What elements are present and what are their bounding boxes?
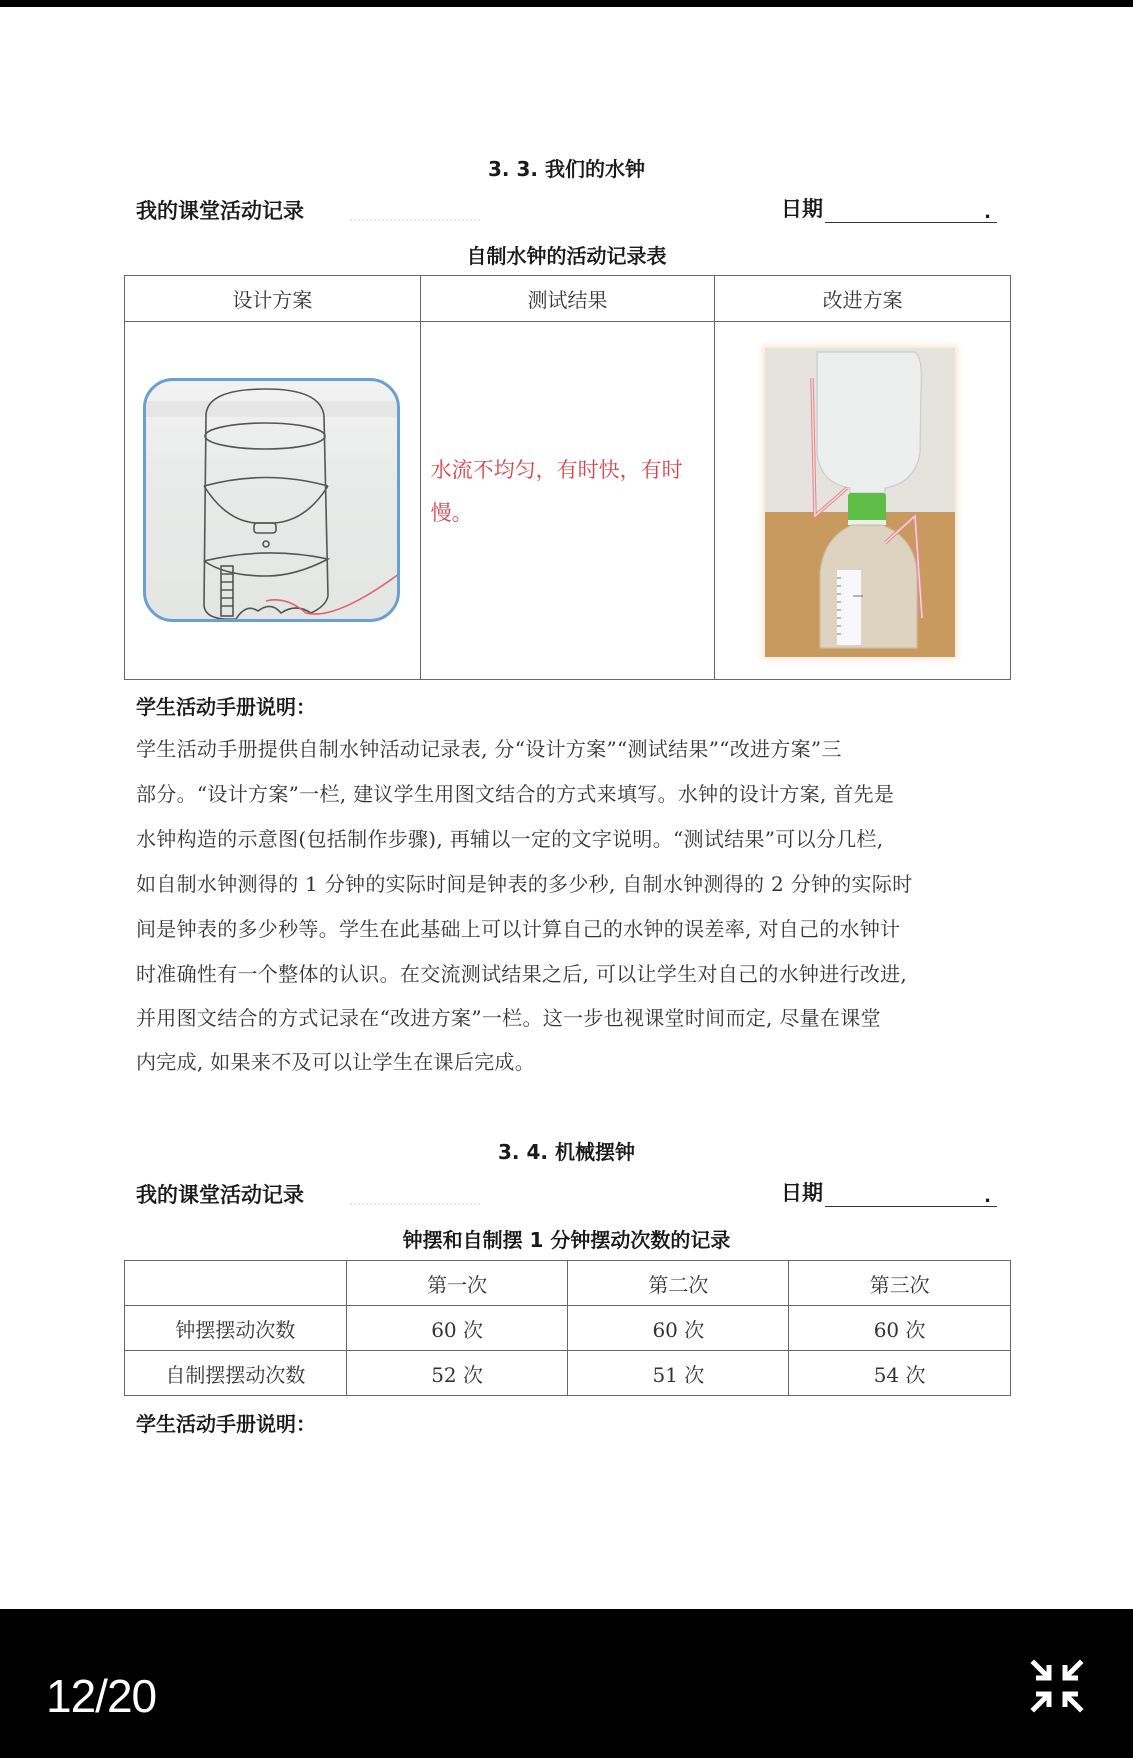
notes-line: 间是钟表的多少秒等。学生在此基础上可以计算自己的水钟的误差率, 对自己的水钟计 <box>136 917 901 941</box>
collapse-fullscreen-button[interactable] <box>1028 1657 1086 1715</box>
notes-heading: 学生活动手册说明： <box>136 1412 316 1436</box>
date-field <box>781 193 997 223</box>
table-row <box>125 1351 1011 1396</box>
test-result-line: 慢。 <box>430 500 473 525</box>
date-end-dot: . <box>984 202 991 223</box>
notes-heading: 学生活动手册说明： <box>136 695 316 719</box>
date-end-dot: . <box>984 1186 991 1207</box>
date-label: 日期 <box>781 197 823 221</box>
date-underline <box>825 199 997 223</box>
cell-value: 60 次 <box>789 1306 1011 1351</box>
notes-line: 并用图文结合的方式记录在“改进方案”一栏。这一步也视课堂时间而定, 尽量在课堂 <box>136 1006 881 1030</box>
notes-line: 内完成, 如果来不及可以让学生在课后完成。 <box>136 1050 536 1074</box>
section-title-pendulum-clock: 3. 4. 机械摆钟 <box>498 1140 635 1164</box>
cell-value: 54 次 <box>789 1351 1011 1396</box>
notes-line: 学生活动手册提供自制水钟活动记录表, 分“设计方案”“测试结果”“改进方案”三 <box>136 737 842 761</box>
table-header-row <box>125 1261 1011 1306</box>
cell-value: 51 次 <box>568 1351 789 1396</box>
collapse-arrows-icon <box>1028 1657 1086 1715</box>
pendulum-table <box>124 1260 1011 1396</box>
record-label: 我的课堂活动记录 <box>136 1183 304 1207</box>
name-dotted-line <box>350 219 480 221</box>
header-empty <box>125 1261 347 1306</box>
document-page <box>0 7 1133 1609</box>
page-counter: 12/20 <box>46 1670 157 1722</box>
header-design: 设计方案 <box>125 276 421 322</box>
header-first: 第一次 <box>346 1261 568 1306</box>
date-label: 日期 <box>781 1181 823 1205</box>
test-result-cell <box>420 322 715 680</box>
table-row <box>125 1306 1011 1351</box>
table-header-row <box>125 276 1011 322</box>
test-result-line: 水流不均匀，有时快，有时 <box>430 457 683 482</box>
notes-line: 部分。“设计方案”一栏, 建议学生用图文结合的方式来填写。水钟的设计方案, 首先是 <box>136 782 895 806</box>
header-second: 第二次 <box>568 1261 789 1306</box>
section-title-water-clock: 3. 3. 我们的水钟 <box>488 157 645 181</box>
row-label: 钟摆摆动次数 <box>125 1306 347 1351</box>
header-test-result: 测试结果 <box>420 276 715 322</box>
date-field <box>781 1177 997 1207</box>
table-caption: 自制水钟的活动记录表 <box>466 244 667 268</box>
test-result-text <box>431 449 715 535</box>
notes-line: 时准确性有一个整体的认识。在交流测试结果之后, 可以让学生对自己的水钟进行改进, <box>136 962 908 986</box>
name-dotted-line <box>350 1203 480 1205</box>
date-underline <box>825 1183 997 1207</box>
design-sketch-image <box>143 378 400 622</box>
cell-value: 60 次 <box>568 1306 789 1351</box>
cell-value: 52 次 <box>346 1351 568 1396</box>
header-improvement: 改进方案 <box>715 276 1011 322</box>
record-label: 我的课堂活动记录 <box>136 199 304 223</box>
table-caption: 钟摆和自制摆 1 分钟摆动次数的记录 <box>402 1228 731 1252</box>
row-label: 自制摆摆动次数 <box>125 1351 347 1396</box>
two-bottle-water-clock-icon <box>765 348 955 657</box>
viewer-bottom-bar <box>0 1609 1133 1758</box>
improvement-photo-image <box>765 348 955 657</box>
water-clock-sketch-icon <box>146 381 400 622</box>
header-third: 第三次 <box>789 1261 1011 1306</box>
cell-value: 60 次 <box>346 1306 568 1351</box>
top-strip <box>0 0 1133 7</box>
notes-line: 水钟构造的示意图(包括制作步骤), 再辅以一定的文字说明。“测试结果”可以分几栏, <box>136 827 884 851</box>
notes-line: 如自制水钟测得的 1 分钟的实际时间是钟表的多少秒, 自制水钟测得的 2 分钟的实际时 <box>136 872 913 896</box>
